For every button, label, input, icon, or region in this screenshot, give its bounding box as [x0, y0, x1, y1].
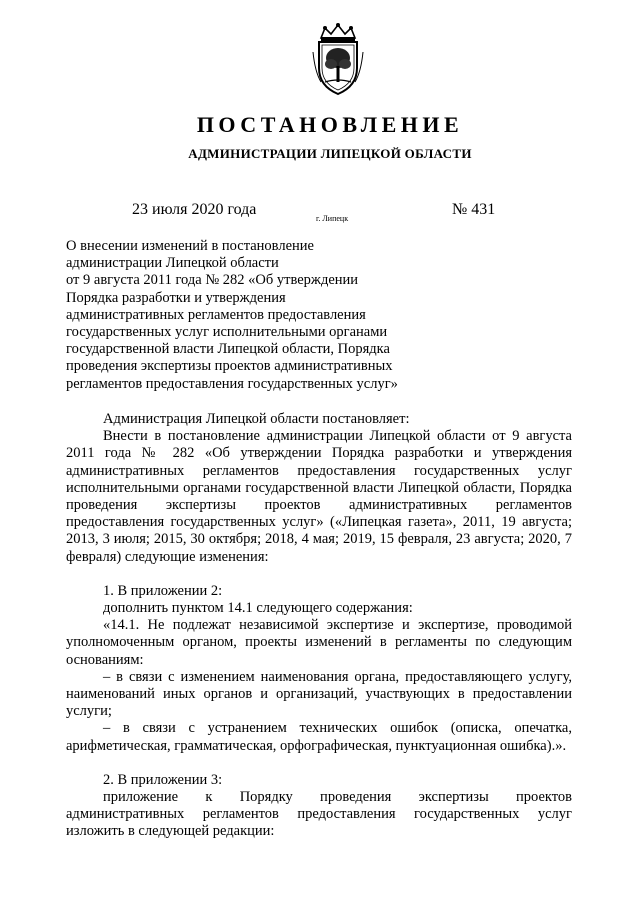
item-2-text: приложение к Порядку проведения экспертизы проектов административных регламентов предоставления государственных услуг изложить в следующей редакции: [66, 789, 572, 840]
document-subject [66, 238, 446, 393]
document-date: 23 июля 2020 года [132, 201, 257, 218]
coat-of-arms-emblem [307, 22, 369, 98]
document-city: г. Липецк [316, 214, 349, 223]
item-1-text: дополнить пунктом 14.1 следующего содержания: [103, 600, 413, 617]
subject-line: О внесении изменений в постановление [66, 238, 314, 254]
issuing-authority: АДМИНИСТРАЦИИ ЛИПЕЦКОЙ ОБЛАСТИ [188, 146, 472, 161]
subject-line: административных регламентов предоставления [66, 306, 366, 323]
subject-line: государственной власти Липецкой области, Порядка [66, 341, 390, 358]
document-body [66, 411, 572, 841]
item-1-heading: 1. В приложении 2: [103, 582, 223, 599]
spacer [66, 755, 572, 772]
item-1-bullet: – в связи с изменением наименования органа, предоставляющего услугу, наименований иных органов и организаций, участвующих в предоставлении услуги; [66, 668, 572, 720]
resolution-intro: Администрация Липецкой области постановляет: [103, 411, 410, 427]
subject-line: государственных услуг исполнительными органами [66, 324, 388, 341]
document-title: ПОСТАНОВЛЕНИЕ [196, 112, 464, 137]
subject-line: проведения экспертизы проектов административных [66, 358, 393, 375]
item-2-heading: 2. В приложении 3: [103, 771, 223, 788]
subject-line: администрации Липецкой области [66, 255, 279, 272]
item-1-bullet: – в связи с устранением технических ошибок (описка, опечатка, арифметическая, грамматическая, орфографическая, пунктуационная ошибка).». [66, 720, 572, 754]
spacer [66, 566, 572, 583]
document-number: № 431 [452, 201, 496, 218]
subject-line: от 9 августа 2011 года № 282 «Об утверждении [66, 272, 359, 289]
subject-line: Порядка разработки и утверждения [66, 289, 286, 306]
subject-line: регламентов предоставления государственных услуг» [66, 375, 398, 392]
resolution-paragraph: Внести в постановление администрации Липецкой области от 9 августа 2011 года № 282 «Об утверждении Порядка разработки и утверждения административных регламентов предоставления государственных услуг исполнительными органами государственной власти Липецкой области, Порядка проведения экспертизы проектов административных регламентов предоставления государственных услуг» («Липецкая газета», 2011, 19 августа; 2013, 3 июля; 2015, 30 октября; 2018, 4 мая; 2019, 15 февраля, 23 августа; 2020, 7 февраля) следующие изменения: [66, 428, 572, 565]
item-1-quote: «14.1. Не подлежат независимой экспертизе и экспертизе, проводимой уполномоченным органом, проекты изменений в регламенты по следующим основаниям: [66, 617, 572, 668]
